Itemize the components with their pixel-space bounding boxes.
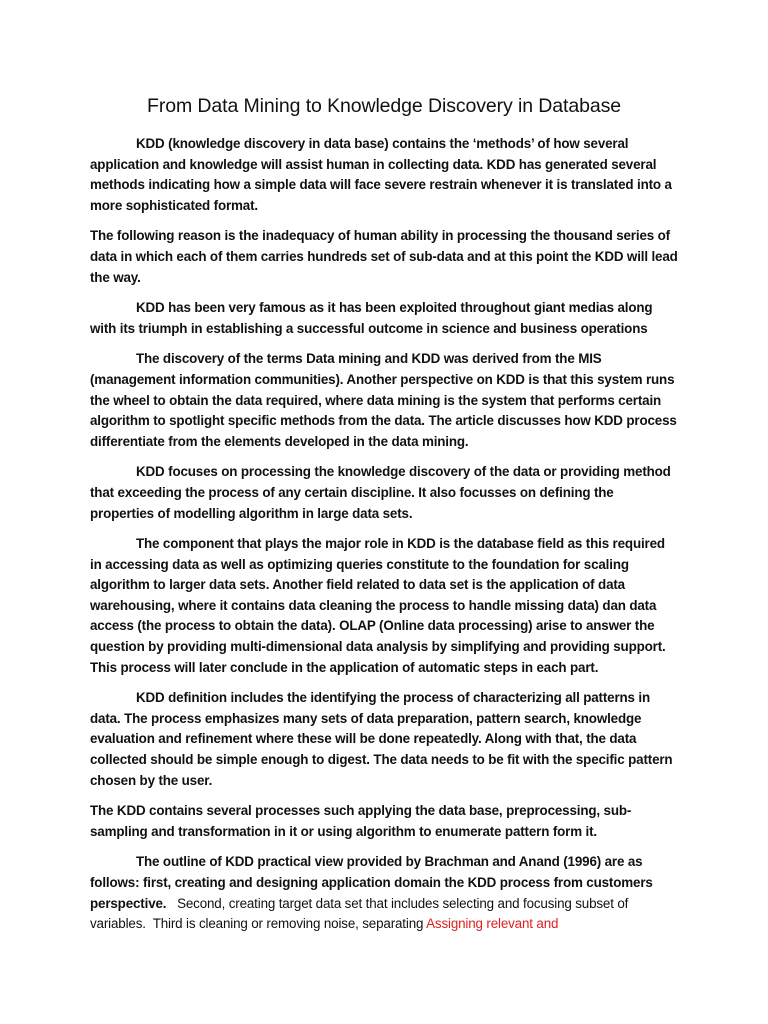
paragraph-9-bold-text: The outline of KDD practical view provided by Brachman and Anand (1996) are as follows: first, creating and designing application domain the KDD process from customers perspective. — [90, 854, 653, 911]
paragraph-1: KDD (knowledge discovery in data base) contains the ‘methods’ of how several application and knowledge will assist human in collecting data. KDD has generated several methods indicating how a simple data will face severe restrain whenever it is translated into a more sophisticated format. — [90, 136, 672, 213]
document-title: From Data Mining to Knowledge Discovery in Database — [147, 95, 621, 117]
paragraph-6: The component that plays the major role in KDD is the database field as this required in accessing data as well as optimizing queries constitute to the foundation for scaling algorithm to larger data sets. Another field related to data set is the application of data warehousing, where it contains data cleaning the process to handle missing data) dan data access (the process to obtain the data). OLAP (Online data processing) arise to answer the question by providing multi-dimensional data analysis by simplifying and providing support. This process will later conclude in the application of automatic steps in each part. — [90, 536, 666, 675]
paragraph-2: The following reason is the inadequacy of human ability in processing the thousand series of data in which each of them carries hundreds set of sub-data and at this point the KDD will lead the way. — [90, 228, 678, 285]
paragraph-9-highlighted-text: Assigning relevant and — [426, 916, 559, 932]
paragraph-9-normal-text: Second, creating target data set that includes selecting and focusing subset of variables. Third is cleaning or removing noise, separating — [90, 895, 632, 932]
paragraph-9 — [90, 852, 678, 934]
paragraph-4: The discovery of the terms Data mining and KDD was derived from the MIS (management information communities). Another perspective on KDD is that this system runs the wheel to obtain the data required, where data mining is the system that performs certain algorithm to spotlight specific methods from the data. The article discusses how KDD process differentiate from the elements developed in the data mining. — [90, 351, 677, 449]
paragraph-7: KDD definition includes the identifying the process of characterizing all patterns in data. The process emphasizes many sets of data preparation, pattern search, knowledge evaluation and refinement where these will be done repeatedly. Along with that, the data collected should be simple enough to digest. The data needs to be fit with the specific pattern chosen by the user. — [90, 690, 673, 788]
paragraph-5: KDD focuses on processing the knowledge discovery of the data or providing method that exceeding the process of any certain discipline. It also focusses on defining the properties of modelling algorithm in large data sets. — [90, 464, 671, 521]
paragraph-3: KDD has been very famous as it has been exploited throughout giant medias along with its triumph in establishing a successful outcome in science and business operations — [90, 300, 653, 336]
paragraph-8: The KDD contains several processes such applying the data base, preprocessing, sub-sampling and transformation in it or using algorithm to enumerate pattern form it. — [90, 803, 632, 839]
